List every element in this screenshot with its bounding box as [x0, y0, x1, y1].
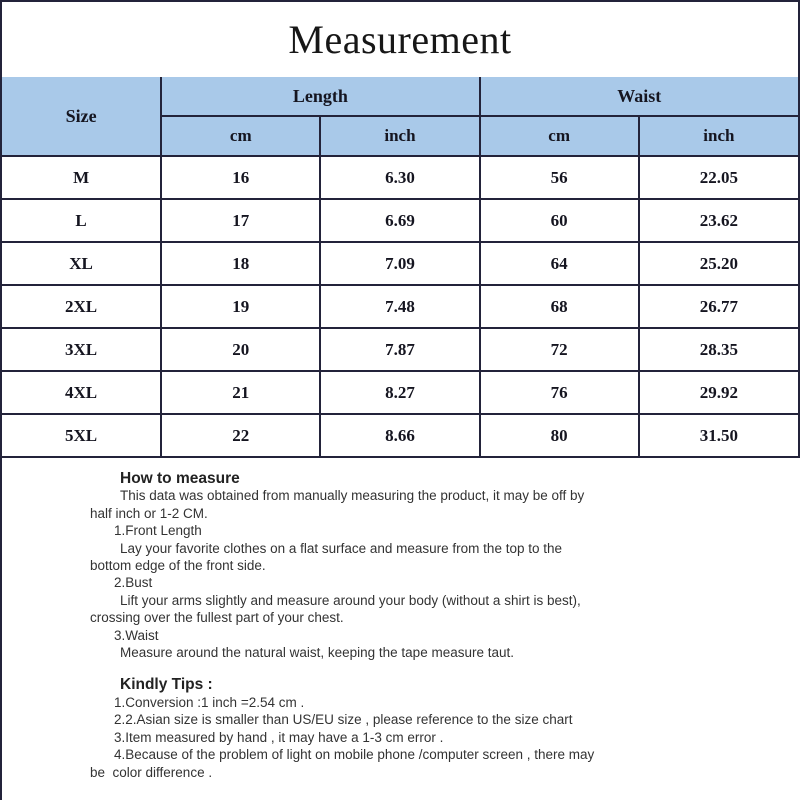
notes-section — [2, 458, 800, 781]
cell-length-cm: 19 — [161, 285, 320, 328]
cell-size: 5XL — [2, 414, 161, 457]
table-row — [2, 199, 798, 242]
kindly-tips-line: 2.2.Asian size is smaller than US/EU size , please reference to the size chart — [114, 712, 573, 728]
how-to-measure-line: This data was obtained from manually measuring the product, it may be off by — [120, 488, 585, 504]
subheader-waist-cm: cm — [480, 116, 639, 156]
cell-waist-inch: 28.35 — [639, 328, 798, 371]
cell-size: L — [2, 199, 161, 242]
cell-length-cm: 20 — [161, 328, 320, 371]
cell-waist-cm: 80 — [480, 414, 639, 457]
column-group-length: Length — [161, 77, 479, 116]
cell-waist-cm: 64 — [480, 242, 639, 285]
size-table-body — [2, 156, 798, 457]
subheader-length-inch: inch — [320, 116, 479, 156]
how-to-measure-line: 1.Front Length — [114, 523, 202, 539]
cell-waist-inch: 29.92 — [639, 371, 798, 414]
title-area — [2, 2, 798, 77]
how-to-measure-line: 3.Waist — [114, 627, 159, 643]
cell-length-cm: 17 — [161, 199, 320, 242]
cell-waist-cm: 60 — [480, 199, 639, 242]
how-to-measure-heading: How to measure — [120, 470, 240, 487]
how-to-measure-line: Lift your arms slightly and measure around your body (without a shirt is best), — [120, 592, 581, 608]
how-to-measure-text — [2, 487, 770, 661]
cell-length-inch: 6.30 — [320, 156, 479, 199]
kindly-tips-text — [2, 694, 770, 781]
table-row — [2, 328, 798, 371]
how-to-measure-line: half inch or 1-2 CM. — [90, 505, 208, 521]
kindly-tips-line: 3.Item measured by hand , it may have a 1-3 cm error . — [114, 729, 444, 745]
cell-waist-inch: 25.20 — [639, 242, 798, 285]
cell-length-cm: 21 — [161, 371, 320, 414]
cell-waist-inch: 31.50 — [639, 414, 798, 457]
kindly-tips-line: 1.Conversion :1 inch =2.54 cm . — [114, 694, 305, 710]
cell-size: 2XL — [2, 285, 161, 328]
kindly-tips-line: 4.Because of the problem of light on mobile phone /computer screen , there may — [114, 747, 595, 763]
table-row — [2, 285, 798, 328]
cell-size: M — [2, 156, 161, 199]
table-row — [2, 414, 798, 457]
page-title: Measurement — [288, 17, 512, 62]
cell-waist-inch: 22.05 — [639, 156, 798, 199]
cell-waist-inch: 23.62 — [639, 199, 798, 242]
kindly-tips-line: be color difference . — [90, 764, 213, 780]
cell-waist-inch: 26.77 — [639, 285, 798, 328]
cell-length-inch: 7.09 — [320, 242, 479, 285]
cell-length-inch: 8.66 — [320, 414, 479, 457]
cell-size: 4XL — [2, 371, 161, 414]
cell-size: XL — [2, 242, 161, 285]
table-row — [2, 371, 798, 414]
subheader-waist-inch: inch — [639, 116, 798, 156]
how-to-measure-line: Measure around the natural waist, keeping the tape measure taut. — [120, 645, 514, 661]
column-header-size: Size — [2, 77, 161, 156]
how-to-measure-line: bottom edge of the front side. — [90, 558, 266, 574]
table-row — [2, 156, 798, 199]
how-to-measure-line: Lay your favorite clothes on a flat surface and measure from the top to the — [120, 540, 562, 556]
cell-size: 3XL — [2, 328, 161, 371]
size-table — [2, 77, 798, 458]
cell-waist-cm: 76 — [480, 371, 639, 414]
column-group-waist: Waist — [480, 77, 798, 116]
cell-length-cm: 22 — [161, 414, 320, 457]
size-table-header — [2, 77, 798, 156]
cell-waist-cm: 56 — [480, 156, 639, 199]
subheader-length-cm: cm — [161, 116, 320, 156]
table-row — [2, 242, 798, 285]
cell-waist-cm: 68 — [480, 285, 639, 328]
cell-length-inch: 6.69 — [320, 199, 479, 242]
cell-length-inch: 8.27 — [320, 371, 479, 414]
how-to-measure-line: crossing over the fullest part of your chest. — [90, 610, 344, 626]
cell-waist-cm: 72 — [480, 328, 639, 371]
cell-length-inch: 7.87 — [320, 328, 479, 371]
how-to-measure-line: 2.Bust — [114, 575, 153, 591]
cell-length-cm: 18 — [161, 242, 320, 285]
measurement-card — [2, 0, 800, 458]
cell-length-cm: 16 — [161, 156, 320, 199]
cell-length-inch: 7.48 — [320, 285, 479, 328]
kindly-tips-heading: Kindly Tips : — [120, 676, 213, 694]
